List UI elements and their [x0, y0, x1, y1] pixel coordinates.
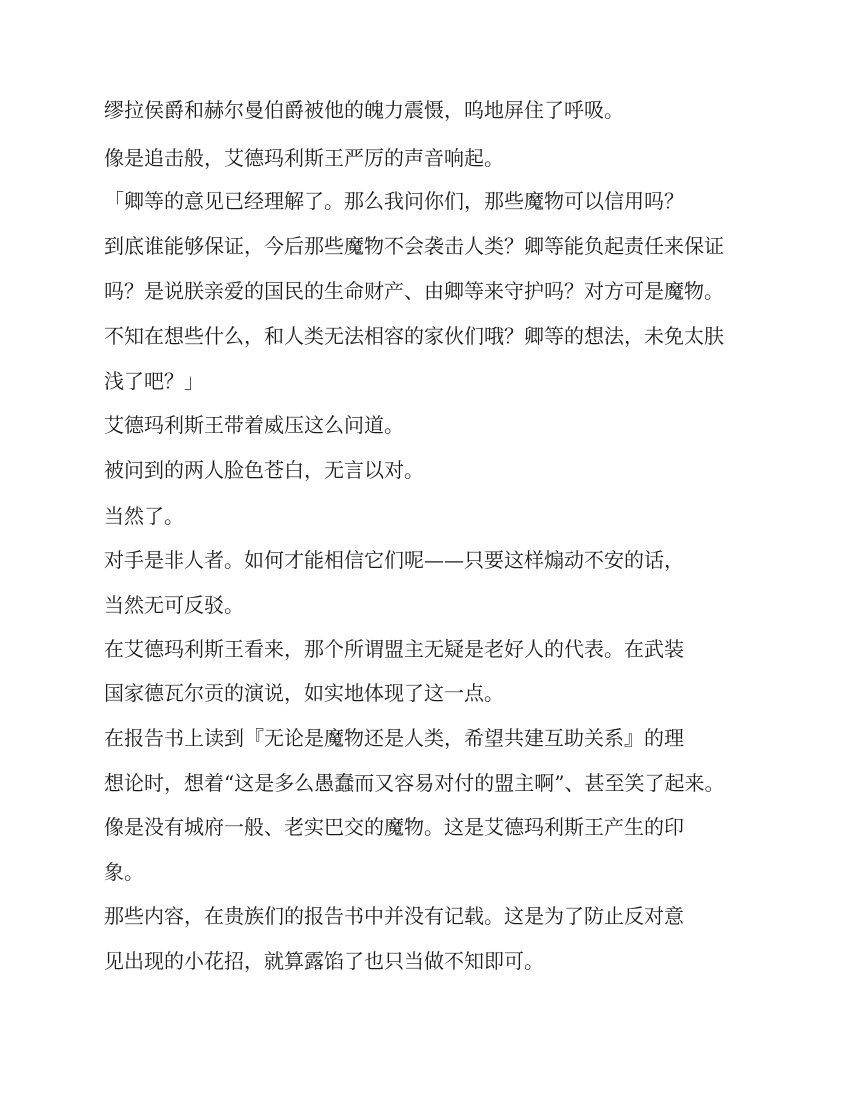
text-line: 在艾德玛利斯王看来，那个所谓盟主无疑是老好人的代表。在武装 [104, 637, 684, 661]
text-line: 艾德玛利斯王带着威压这么问道。 [104, 413, 404, 437]
text-line: 到底谁能够保证，今后那些魔物不会袭击人类？卿等能负起责任来保证 [104, 234, 724, 258]
text-line: 像是追击般，艾德玛利斯王严厉的声音响起。 [104, 146, 504, 170]
text-line: 吗？是说朕亲爱的国民的生命财产、由卿等来守护吗？对方可是魔物。 [104, 279, 724, 303]
text-line: 浅了吧？」 [104, 369, 204, 393]
text-line: 对手是非人者。如何才能相信它们呢——只要这样煽动不安的话， [104, 548, 684, 572]
text-line: 当然了。 [104, 504, 184, 528]
text-line: 想论时，想着“这是多么愚蠢而又容易对付的盟主啊”、甚至笑了起来。 [104, 771, 725, 795]
text-line: 那些内容，在贵族们的报告书中并没有记载。这是为了防止反对意 [104, 904, 684, 928]
text-line: 象。 [104, 860, 144, 884]
text-line: 像是没有城府一般、老实巴交的魔物。这是艾德玛利斯王产生的印 [104, 815, 684, 839]
text-line: 在报告书上读到『无论是魔物还是人类，希望共建互助关系』的理 [104, 726, 684, 750]
text-line: 被问到的两人脸色苍白，无言以对。 [104, 458, 424, 482]
text-line: 「卿等的意见已经理解了。那么我问你们，那些魔物可以信用吗？ [104, 189, 684, 213]
text-line: 国家德瓦尔贡的演说，如实地体现了这一点。 [104, 681, 504, 705]
text-line: 当然无可反驳。 [104, 593, 244, 617]
text-line: 缪拉侯爵和赫尔曼伯爵被他的魄力震慑，呜地屏住了呼吸。 [104, 98, 624, 122]
text-line: 见出现的小花招，就算露馅了也只当做不知即可。 [104, 949, 544, 973]
text-line: 不知在想些什么，和人类无法相容的家伙们哦？卿等的想法，未免太肤 [104, 324, 724, 348]
